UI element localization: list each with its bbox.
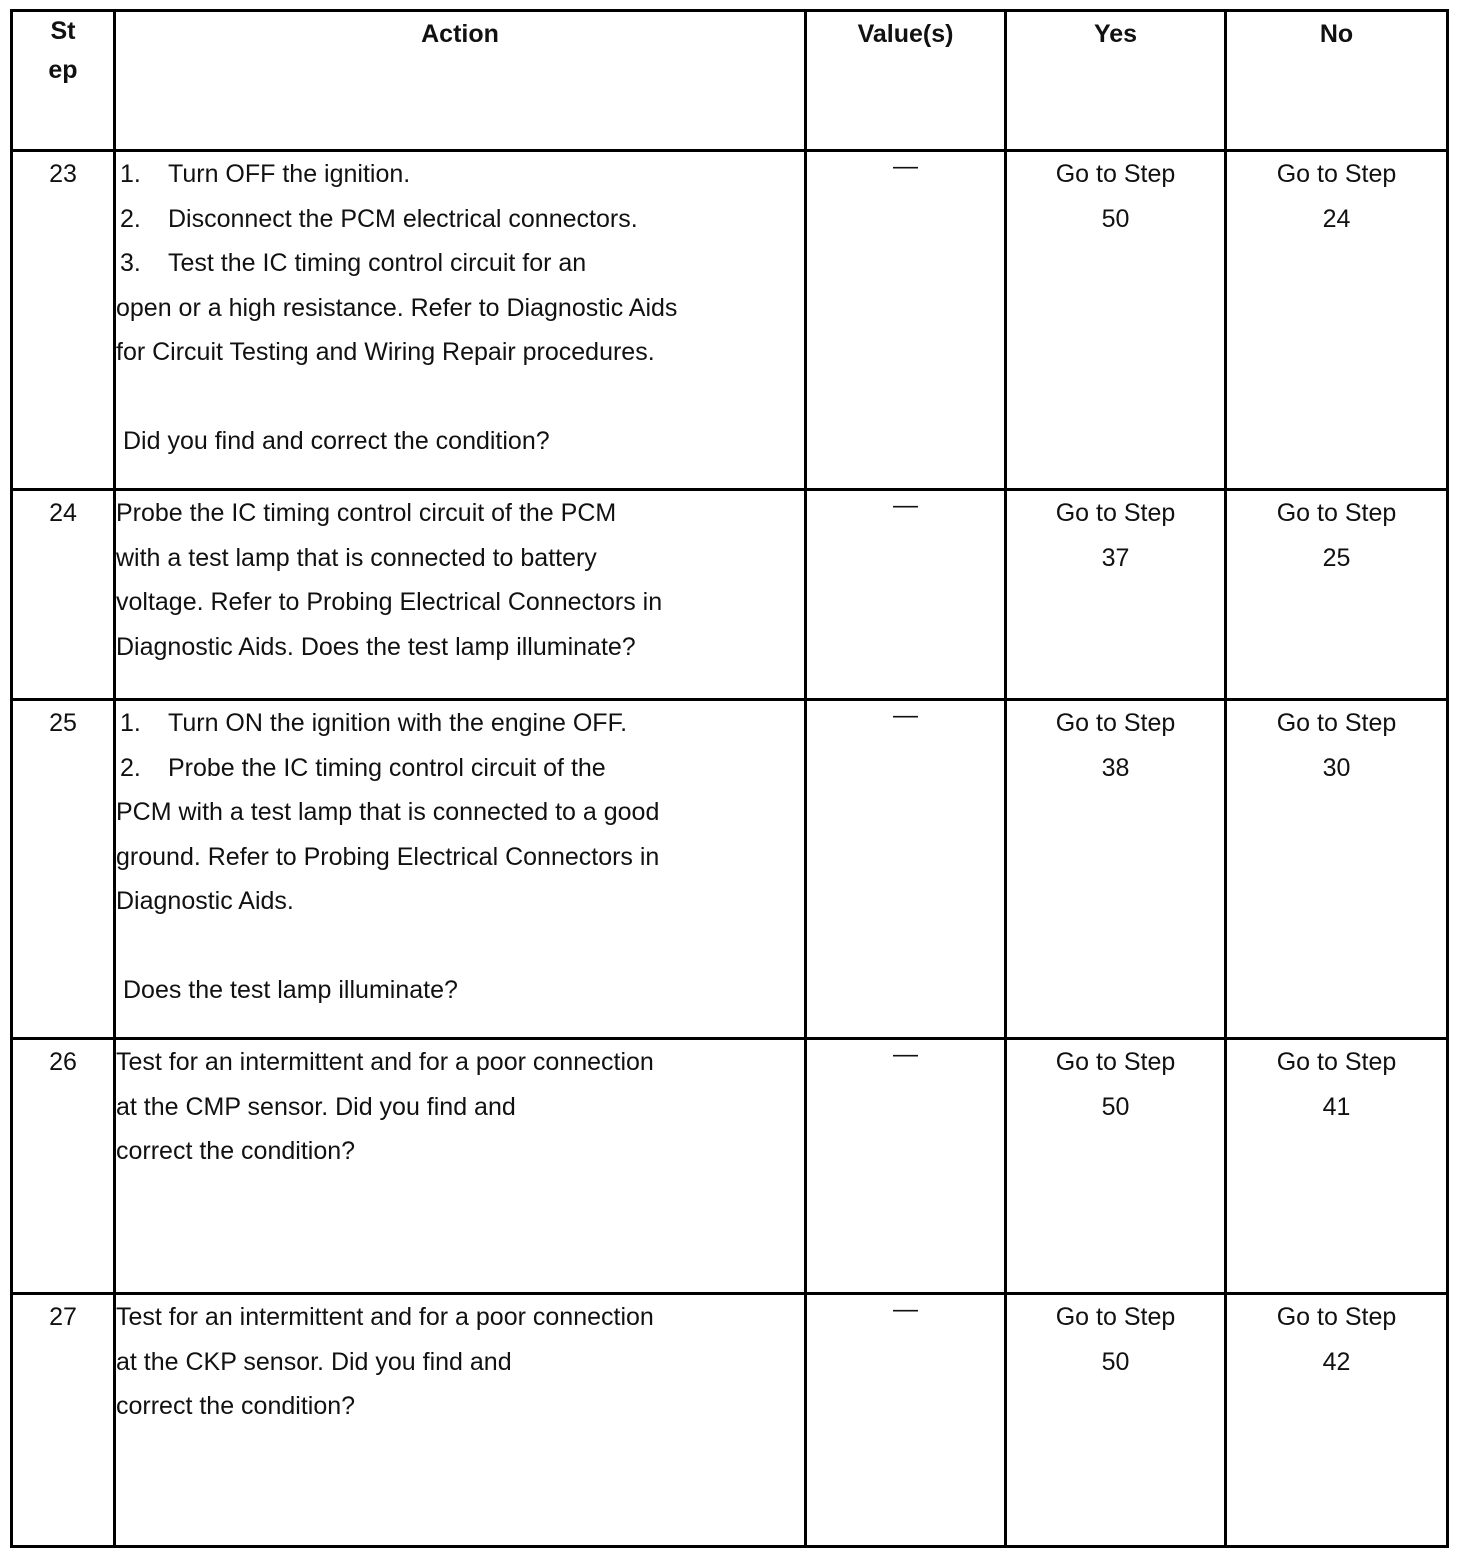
value-dash: — <box>893 701 918 729</box>
action-line-text: Diagnostic Aids. <box>116 887 294 915</box>
yes-goto-step: 38 <box>1101 753 1130 782</box>
no-goto-label: Go to Step <box>1276 1303 1397 1331</box>
action-line <box>116 1040 804 1085</box>
action-line-text: Probe the IC timing control circuit of the <box>168 753 606 782</box>
header-step-line2: ep <box>48 56 78 84</box>
step-number: 25 <box>12 700 115 1039</box>
action-line-text: Does the test lamp illuminate? <box>123 976 458 1004</box>
no-goto-step: 41 <box>1322 1092 1351 1121</box>
yes-goto-step: 37 <box>1101 543 1130 572</box>
header-yes: Yes <box>1006 11 1226 151</box>
action-line-text: voltage. Refer to Probing Electrical Connectors in <box>116 588 663 616</box>
yes-cell <box>1006 1294 1226 1547</box>
no-cell <box>1226 490 1448 700</box>
action-line <box>116 746 804 791</box>
action-cell <box>115 1039 806 1294</box>
action-line-number: 2. <box>120 204 141 233</box>
yes-goto-label: Go to Step <box>1055 1303 1176 1331</box>
action-line-text: open or a high resistance. Refer to Diagnostic Aids <box>116 293 678 322</box>
action-line-text: with a test lamp that is connected to battery <box>116 543 597 572</box>
action-cell <box>115 151 806 490</box>
action-line-text: PCM with a test lamp that is connected to a good <box>116 798 660 826</box>
yes-goto-step: 50 <box>1101 1092 1130 1121</box>
step-number: 27 <box>12 1294 115 1547</box>
action-line <box>116 1384 804 1429</box>
no-cell <box>1226 700 1448 1039</box>
table-body <box>12 151 1448 1547</box>
table-row <box>12 151 1448 490</box>
yes-goto-step: 50 <box>1101 204 1130 233</box>
yes-cell <box>1006 700 1226 1039</box>
step-number: 23 <box>12 151 115 490</box>
action-line <box>116 1340 804 1385</box>
header-values: Value(s) <box>806 11 1006 151</box>
action-line-number: 2. <box>120 753 141 782</box>
action-line-text: Disconnect the PCM electrical connectors. <box>168 204 638 233</box>
value-cell <box>806 1294 1006 1547</box>
yes-goto-label: Go to Step <box>1055 160 1176 188</box>
no-cell <box>1226 1294 1448 1547</box>
no-goto-label: Go to Step <box>1276 1048 1397 1076</box>
action-line-text: at the CMP sensor. Did you find and <box>116 1092 516 1121</box>
yes-goto-label: Go to Step <box>1055 1048 1176 1076</box>
no-goto-step: 24 <box>1322 204 1351 233</box>
no-goto-label: Go to Step <box>1276 160 1397 188</box>
header-row <box>12 11 1448 151</box>
action-line-text: Did you find and correct the condition? <box>123 427 550 455</box>
no-goto-step: 42 <box>1322 1347 1351 1376</box>
table-row <box>12 1039 1448 1294</box>
value-cell <box>806 490 1006 700</box>
yes-goto-label: Go to Step <box>1055 499 1176 527</box>
action-line <box>116 491 804 536</box>
action-line <box>116 375 804 420</box>
action-line <box>116 330 804 375</box>
table-row <box>12 700 1448 1039</box>
action-line <box>116 536 804 581</box>
action-line <box>116 580 804 625</box>
value-dash: — <box>893 1040 918 1068</box>
step-number: 26 <box>12 1039 115 1294</box>
no-goto-step: 25 <box>1322 543 1351 572</box>
header-no: No <box>1226 11 1448 151</box>
action-line <box>116 1129 804 1174</box>
action-line-text: for Circuit Testing and Wiring Repair procedures. <box>116 338 655 366</box>
value-cell <box>806 151 1006 490</box>
action-line-text: at the CKP sensor. Did you find and <box>116 1347 512 1376</box>
value-dash: — <box>893 152 918 180</box>
action-line-text: Test for an intermittent and for a poor connection <box>116 1303 654 1331</box>
value-cell <box>806 1039 1006 1294</box>
action-line-text: ground. Refer to Probing Electrical Connectors in <box>116 842 660 871</box>
header-step-line1: St <box>50 17 76 45</box>
action-line-text: Turn OFF the ignition. <box>168 160 411 188</box>
action-line <box>116 286 804 331</box>
action-line <box>116 879 804 924</box>
action-line-text: Turn ON the ignition with the engine OFF. <box>168 709 628 737</box>
action-line-number: 1. <box>120 709 141 737</box>
yes-cell <box>1006 151 1226 490</box>
action-line-text: correct the condition? <box>116 1137 356 1165</box>
diagnostic-table <box>10 9 1449 1548</box>
header-action: Action <box>115 11 806 151</box>
action-cell <box>115 490 806 700</box>
action-line <box>116 197 804 242</box>
step-number: 24 <box>12 490 115 700</box>
action-line-number: 1. <box>120 160 141 188</box>
action-line-text: Test the IC timing control circuit for an <box>168 249 587 277</box>
action-line-number: 3. <box>120 249 141 277</box>
action-line <box>116 152 804 197</box>
value-cell <box>806 700 1006 1039</box>
action-line <box>116 419 804 464</box>
no-goto-step: 30 <box>1322 753 1351 782</box>
action-line-text: Test for an intermittent and for a poor connection <box>116 1048 654 1076</box>
yes-cell <box>1006 490 1226 700</box>
header-step <box>12 11 115 151</box>
yes-goto-label: Go to Step <box>1055 709 1176 737</box>
action-line-text: correct the condition? <box>116 1392 356 1420</box>
action-cell <box>115 700 806 1039</box>
table-row <box>12 490 1448 700</box>
yes-cell <box>1006 1039 1226 1294</box>
action-cell <box>115 1294 806 1547</box>
action-line-text: Probe the IC timing control circuit of the PCM <box>116 499 617 527</box>
value-dash: — <box>893 1295 918 1323</box>
no-cell <box>1226 1039 1448 1294</box>
action-line <box>116 790 804 835</box>
action-line-text: Diagnostic Aids. Does the test lamp illuminate? <box>116 632 636 661</box>
action-line <box>116 924 804 969</box>
action-line <box>116 835 804 880</box>
table-row <box>12 1294 1448 1547</box>
no-cell <box>1226 151 1448 490</box>
no-goto-label: Go to Step <box>1276 499 1397 527</box>
action-line <box>116 1295 804 1340</box>
no-goto-label: Go to Step <box>1276 709 1397 737</box>
yes-goto-step: 50 <box>1101 1347 1130 1376</box>
action-line <box>116 968 804 1013</box>
value-dash: — <box>893 491 918 519</box>
action-line <box>116 701 804 746</box>
action-line <box>116 625 804 670</box>
action-line <box>116 241 804 286</box>
action-line <box>116 1085 804 1130</box>
